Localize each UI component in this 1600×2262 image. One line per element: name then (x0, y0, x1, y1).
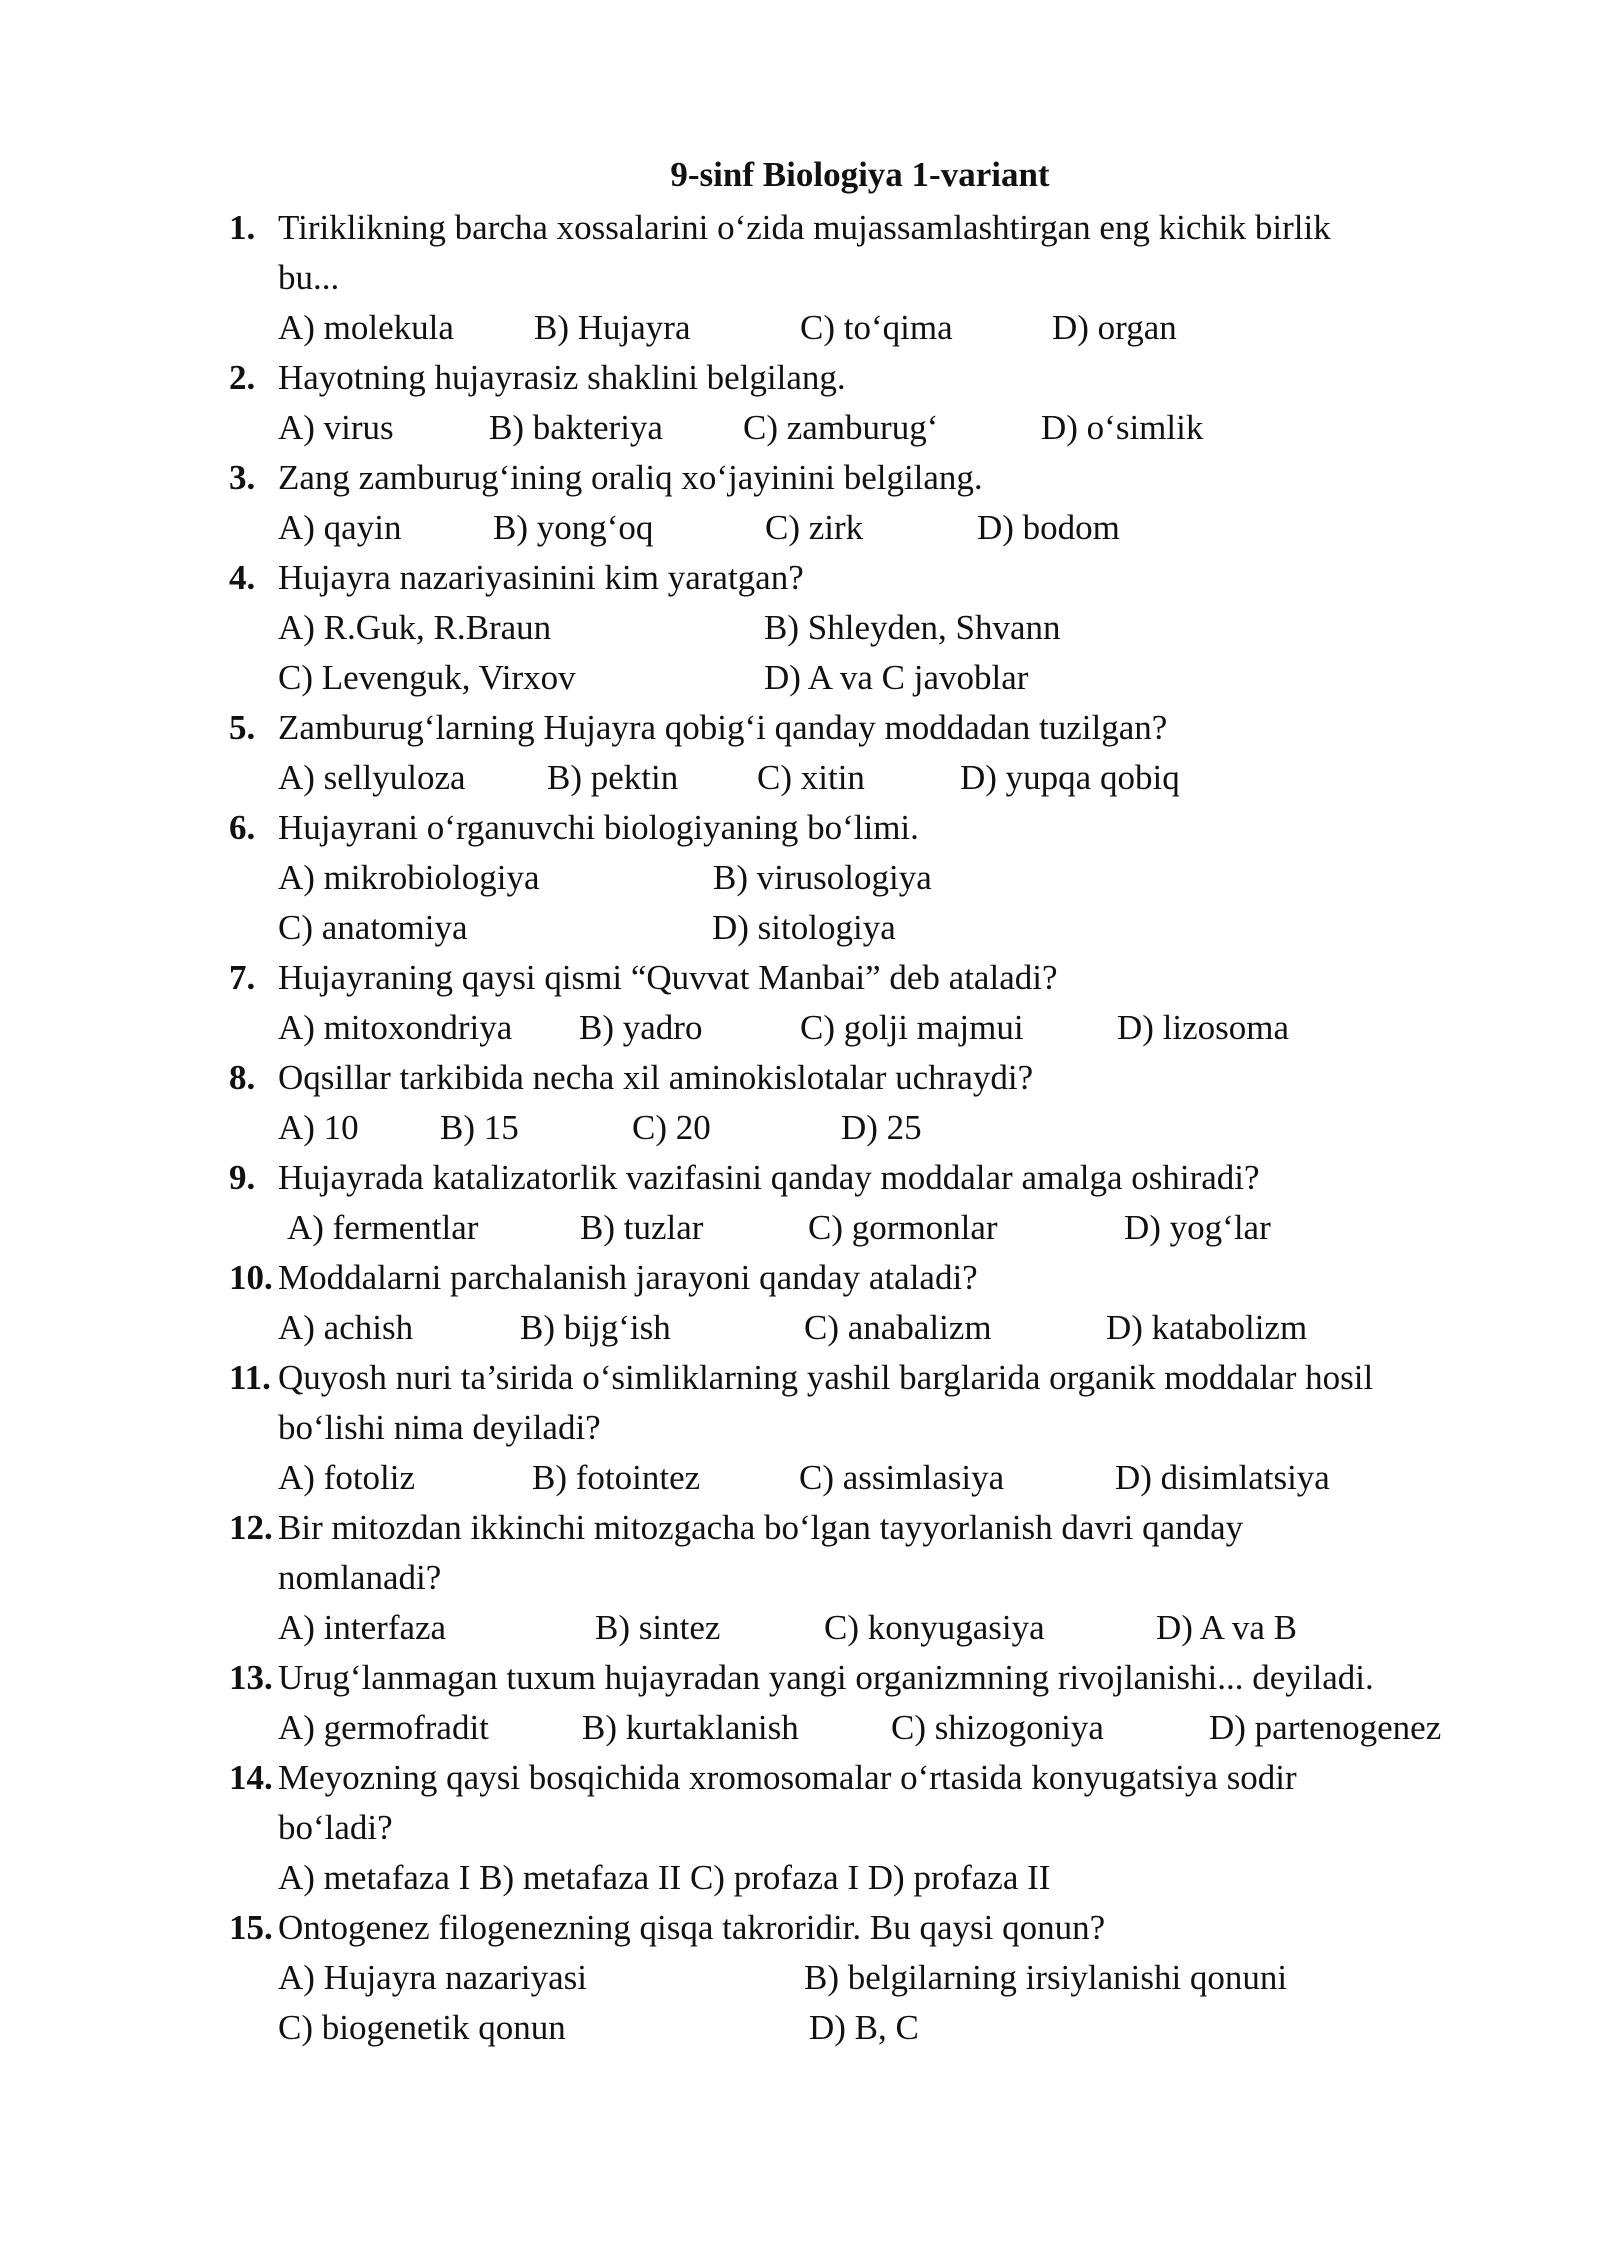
question-text: Bir mitozdan ikkinchi mitozgacha bo‘lgan tayyorlanish davri qanday (278, 1508, 1244, 1547)
answer-option: A) mikrobiologiya (278, 858, 540, 897)
answer-option: D) katabolizm (1106, 1308, 1308, 1347)
question-text-row (229, 353, 1479, 403)
question-text: bo‘lishi nima deyiladi? (278, 1408, 601, 1447)
options-row (229, 303, 1479, 353)
question-text-row (229, 453, 1479, 503)
question-list (229, 203, 1479, 2053)
answer-option: C) xitin (757, 758, 865, 797)
question-number: 11. (229, 1358, 271, 1397)
question-text: Meyozning qaysi bosqichida xromosomalar o‘rtasida konyugatsiya sodir (278, 1758, 1297, 1797)
answer-option: A) fotoliz (278, 1458, 416, 1497)
question-text-row (229, 953, 1479, 1003)
answer-option: B) virusologiya (713, 858, 932, 897)
question-1 (229, 203, 1479, 353)
answer-option: A) molekula (278, 308, 454, 347)
question-7 (229, 953, 1479, 1053)
options-row (229, 2003, 1479, 2053)
answer-option: A) achish (278, 1308, 414, 1347)
question-text: Tiriklikning barcha xossalarini o‘zida mujassamlashtirgan eng kichik birlik (278, 208, 1331, 247)
answer-option: D) A va B (1156, 1608, 1297, 1647)
page-title: 9-sinf Biologiya 1-variant (670, 155, 1050, 194)
question-text-row (229, 1803, 1479, 1853)
answer-option: A) sellyuloza (278, 758, 466, 797)
answer-option: C) to‘qima (800, 308, 953, 347)
options-row (229, 1003, 1479, 1053)
options-row (229, 853, 1479, 903)
answer-option: C) 20 (632, 1108, 711, 1147)
answer-option: D) o‘simlik (1041, 408, 1204, 447)
question-text-row (229, 1653, 1479, 1703)
question-14 (229, 1753, 1479, 1903)
question-8 (229, 1053, 1479, 1153)
question-text: Moddalarni parchalanish jarayoni qanday ataladi? (278, 1258, 978, 1297)
answer-option: B) bijg‘ish (520, 1308, 671, 1347)
question-text-row (229, 803, 1479, 853)
answer-option: C) gormonlar (808, 1208, 998, 1247)
question-text: Hujayra nazariyasinini kim yaratgan? (278, 558, 804, 597)
question-9 (229, 1153, 1479, 1253)
answer-option: B) sintez (595, 1608, 721, 1647)
answer-option: B) 15 (440, 1108, 519, 1147)
answer-option: C) golji majmui (800, 1008, 1024, 1047)
answer-option: B) fotointez (532, 1458, 701, 1497)
question-text-row (229, 1753, 1479, 1803)
answer-option: C) shizogoniya (891, 1708, 1104, 1747)
answer-option: A) metafaza I B) metafaza II C) profaza I D) profaza II (278, 1858, 1051, 1897)
options-row (229, 603, 1479, 653)
answer-option: C) assimlasiya (799, 1458, 1005, 1497)
answer-option: D) bodom (977, 508, 1120, 547)
question-2 (229, 353, 1479, 453)
question-10 (229, 1253, 1479, 1353)
question-number: 2. (229, 358, 256, 397)
question-number: 13. (229, 1658, 273, 1697)
question-number: 5. (229, 708, 256, 747)
answer-option: D) disimlatsiya (1115, 1458, 1330, 1497)
question-text: bu... (278, 258, 340, 297)
question-number: 4. (229, 558, 256, 597)
question-text: bo‘ladi? (278, 1808, 393, 1847)
answer-option: A) interfaza (278, 1608, 447, 1647)
options-row (229, 1453, 1479, 1503)
question-text-row (229, 703, 1479, 753)
options-row (229, 1603, 1479, 1653)
question-5 (229, 703, 1479, 803)
question-number: 6. (229, 808, 256, 847)
answer-option: B) belgilarning irsiylanishi qonuni (804, 1958, 1288, 1997)
answer-option: A) mitoxondriya (278, 1008, 513, 1047)
question-text-row (229, 1053, 1479, 1103)
answer-option: A) germofradit (278, 1708, 489, 1747)
answer-option: B) Hujayra (534, 308, 691, 347)
answer-option: B) Shleyden, Shvann (764, 608, 1061, 647)
answer-option: D) lizosoma (1117, 1008, 1290, 1047)
answer-option: C) anatomiya (278, 908, 468, 947)
question-text: Zamburug‘larning Hujayra qobig‘i qanday moddadan tuzilgan? (278, 708, 1168, 747)
answer-option: D) partenogenez (1209, 1708, 1442, 1747)
answer-option: A) Hujayra nazariyasi (278, 1958, 588, 1997)
question-text: Hujayrani o‘rganuvchi biologiyaning bo‘limi. (278, 808, 919, 847)
question-number: 7. (229, 958, 256, 997)
answer-option: C) zirk (765, 508, 864, 547)
question-text-row (229, 203, 1479, 253)
question-number: 3. (229, 458, 256, 497)
options-row (229, 403, 1479, 453)
question-15 (229, 1903, 1479, 2053)
question-text-row (229, 1503, 1479, 1553)
answer-option: D) yog‘lar (1124, 1208, 1271, 1247)
question-text: Hujayrada katalizatorlik vazifasini qanday moddalar amalga oshiradi? (278, 1158, 1260, 1197)
question-text-row (229, 1153, 1479, 1203)
options-row (229, 503, 1479, 553)
question-text: Hujayraning qaysi qismi “Quvvat Manbai” deb ataladi? (278, 958, 1058, 997)
question-number: 12. (229, 1508, 273, 1547)
answer-option: B) yong‘oq (493, 508, 654, 547)
answer-option: D) organ (1052, 308, 1177, 347)
answer-option: B) yadro (579, 1008, 703, 1047)
question-text: Urug‘lanmagan tuxum hujayradan yangi organizmning rivojlanishi... deyiladi. (278, 1658, 1374, 1697)
answer-option: A) R.Guk, R.Braun (278, 608, 552, 647)
question-number: 14. (229, 1758, 273, 1797)
answer-option: D) 25 (841, 1108, 922, 1147)
options-row (229, 753, 1479, 803)
question-text-row (229, 253, 1479, 303)
answer-option: C) biogenetik qonun (278, 2008, 566, 2047)
answer-option: C) Levenguk, Virxov (278, 658, 576, 697)
answer-option: D) B, C (809, 2008, 919, 2047)
question-number: 15. (229, 1908, 273, 1947)
options-row (229, 1103, 1479, 1153)
question-text-row (229, 1903, 1479, 1953)
question-text: nomlanadi? (278, 1558, 442, 1597)
question-11 (229, 1353, 1479, 1503)
question-text: Zang zamburug‘ining oraliq xo‘jayinini belgilang. (278, 458, 983, 497)
question-13 (229, 1653, 1479, 1753)
answer-option: B) bakteriya (489, 408, 663, 447)
question-number: 1. (229, 208, 256, 247)
answer-option: B) pektin (547, 758, 679, 797)
question-12 (229, 1503, 1479, 1653)
answer-option: A) virus (278, 408, 394, 447)
question-number: 8. (229, 1058, 256, 1097)
options-row (229, 1853, 1479, 1903)
answer-option: C) anabalizm (804, 1308, 992, 1347)
question-number: 10. (229, 1258, 273, 1297)
question-text: Ontogenez filogenezning qisqa takroridir. Bu qaysi qonun? (278, 1908, 1106, 1947)
options-row (229, 653, 1479, 703)
question-text: Quyosh nuri ta’sirida o‘simliklarning yashil barglarida organik moddalar hosil (278, 1358, 1374, 1397)
question-text-row (229, 1403, 1479, 1453)
options-row (229, 1203, 1479, 1253)
options-row (229, 1953, 1479, 2003)
answer-option: C) zamburug‘ (743, 408, 939, 447)
question-text: Oqsillar tarkibida necha xil aminokislotalar uchraydi? (278, 1058, 1034, 1097)
question-text-row (229, 1253, 1479, 1303)
answer-option: D) sitologiya (712, 908, 896, 947)
answer-option: A) fermentlar (287, 1208, 479, 1247)
question-text: Hayotning hujayrasiz shaklini belgilang. (278, 358, 846, 397)
answer-option: A) 10 (278, 1108, 359, 1147)
question-text-row (229, 1553, 1479, 1603)
answer-option: B) kurtaklanish (582, 1708, 799, 1747)
answer-option: D) A va C javoblar (764, 658, 1029, 697)
answer-option: D) yupqa qobiq (960, 758, 1180, 797)
answer-option: C) konyugasiya (824, 1608, 1045, 1647)
question-3 (229, 453, 1479, 553)
question-text-row (229, 553, 1479, 603)
answer-option: B) tuzlar (580, 1208, 704, 1247)
question-6 (229, 803, 1479, 953)
options-row (229, 903, 1479, 953)
question-text-row (229, 1353, 1479, 1403)
options-row (229, 1303, 1479, 1353)
question-4 (229, 553, 1479, 703)
answer-option: A) qayin (278, 508, 402, 547)
question-number: 9. (229, 1158, 256, 1197)
options-row (229, 1703, 1479, 1753)
